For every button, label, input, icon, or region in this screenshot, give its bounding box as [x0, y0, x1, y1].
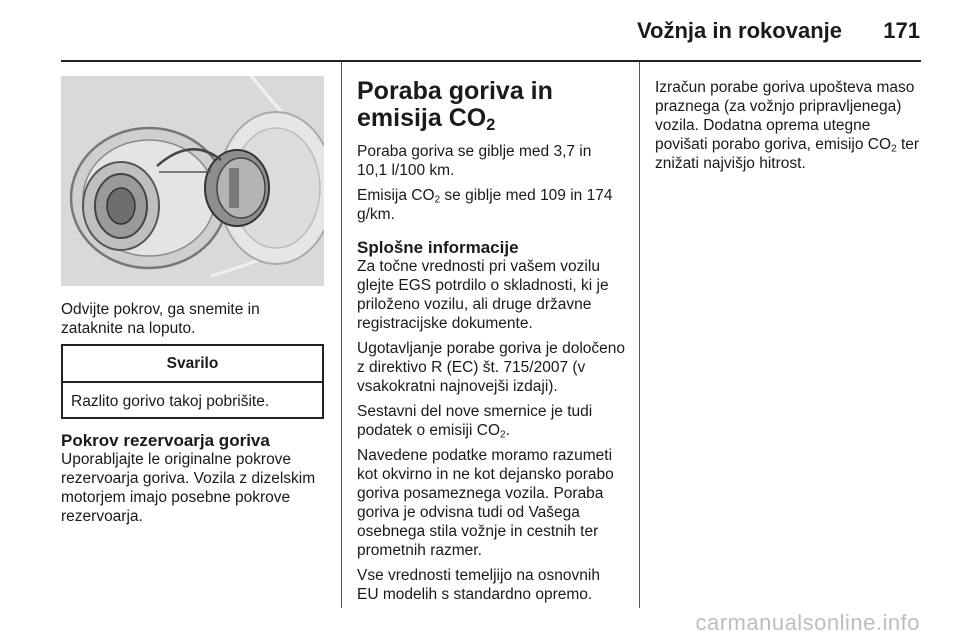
emission-range: [357, 186, 625, 224]
warning-text: Razlito gorivo takoj pobrišite.: [71, 393, 270, 410]
watermark: carmanualsonline.info: [695, 610, 920, 635]
general-info-p3: [357, 402, 625, 440]
emission-text-before: Emisija CO: [357, 187, 435, 204]
fuel-cap-illustration: [61, 76, 324, 286]
fuel-cap-text: Uporabljajte le originalne pokrove rezervoarja goriva. Vozila z dizelskim motorjem imajo posebne pokrove rezervoarja.: [61, 451, 316, 525]
fuel-cap-heading: Pokrov rezervoarja goriva: [61, 431, 270, 450]
general-info-heading: Splošne informacije: [357, 238, 519, 257]
section-heading-line1: Poraba goriva in: [357, 77, 553, 105]
general-info-p1: Za točne vrednosti pri vašem vozilu glejte EGS potrdilo o skladnosti, ki je priloženo vozilu, ali druge državne registracijske dokumente.: [357, 258, 609, 332]
fuel-filler-image: [61, 76, 324, 286]
page-number: 171: [883, 18, 920, 43]
calculation-text-before: Izračun porabe goriva upošteva maso praznega (za vožnjo pripravljenega) vozila. Dodatna oprema utegne povišati porabo goriva, emisijo CO: [655, 79, 915, 153]
general-info-p2: Ugotavljanje porabe goriva je določeno z direktivo R (EC) št. 715/2007 (v vsakokratni najnovejši izdaji).: [357, 340, 625, 395]
section-heading: [357, 77, 625, 135]
heading-text: emisija CO: [357, 104, 487, 132]
consumption-range: Poraba goriva se giblje med 3,7 in 10,1 l/100 km.: [357, 143, 592, 179]
heading-subscript: 2: [486, 116, 496, 135]
emission-text-after: se giblje med 109 in 174 g/km.: [357, 187, 613, 223]
column-divider-right: [639, 62, 640, 608]
section-heading-line2: [357, 104, 625, 135]
fuel-cap-section: [61, 431, 324, 526]
page-title: Vožnja in rokovanje: [637, 18, 842, 43]
calculation-note: [655, 78, 925, 173]
general-info-p3-before: Sestavni del nove smernice je tudi podatek o emisiji CO: [357, 403, 593, 439]
warning-box: [61, 344, 324, 419]
page-header: [0, 0, 960, 60]
general-info-p4: Navedene podatke moramo razumeti kot okvirno in ne kot dejansko porabo goriva posameznega vozila. Poraba goriva je odvisna tudi od Vašega osebnega stila vožnje in cestnih ter prometnih razmer.: [357, 447, 614, 559]
warning-title: Svarilo: [63, 346, 322, 383]
calculation-subscript: 2: [891, 143, 897, 155]
header-rule: [61, 60, 921, 62]
image-caption: Odvijte pokrov, ga snemite in zataknite na loputo.: [61, 301, 260, 337]
general-info-p3-subscript: 2: [500, 429, 506, 441]
calculation-text-after: ter znižati najvišjo hitrost.: [655, 136, 920, 172]
column-divider-left: [341, 62, 342, 608]
middle-flow: [357, 78, 625, 604]
general-info-p3-after: .: [505, 422, 510, 439]
emission-subscript: 2: [434, 194, 441, 206]
general-info-p5: Vse vrednosti temeljijo na osnovnih EU modelih s standardno opremo.: [357, 567, 600, 603]
